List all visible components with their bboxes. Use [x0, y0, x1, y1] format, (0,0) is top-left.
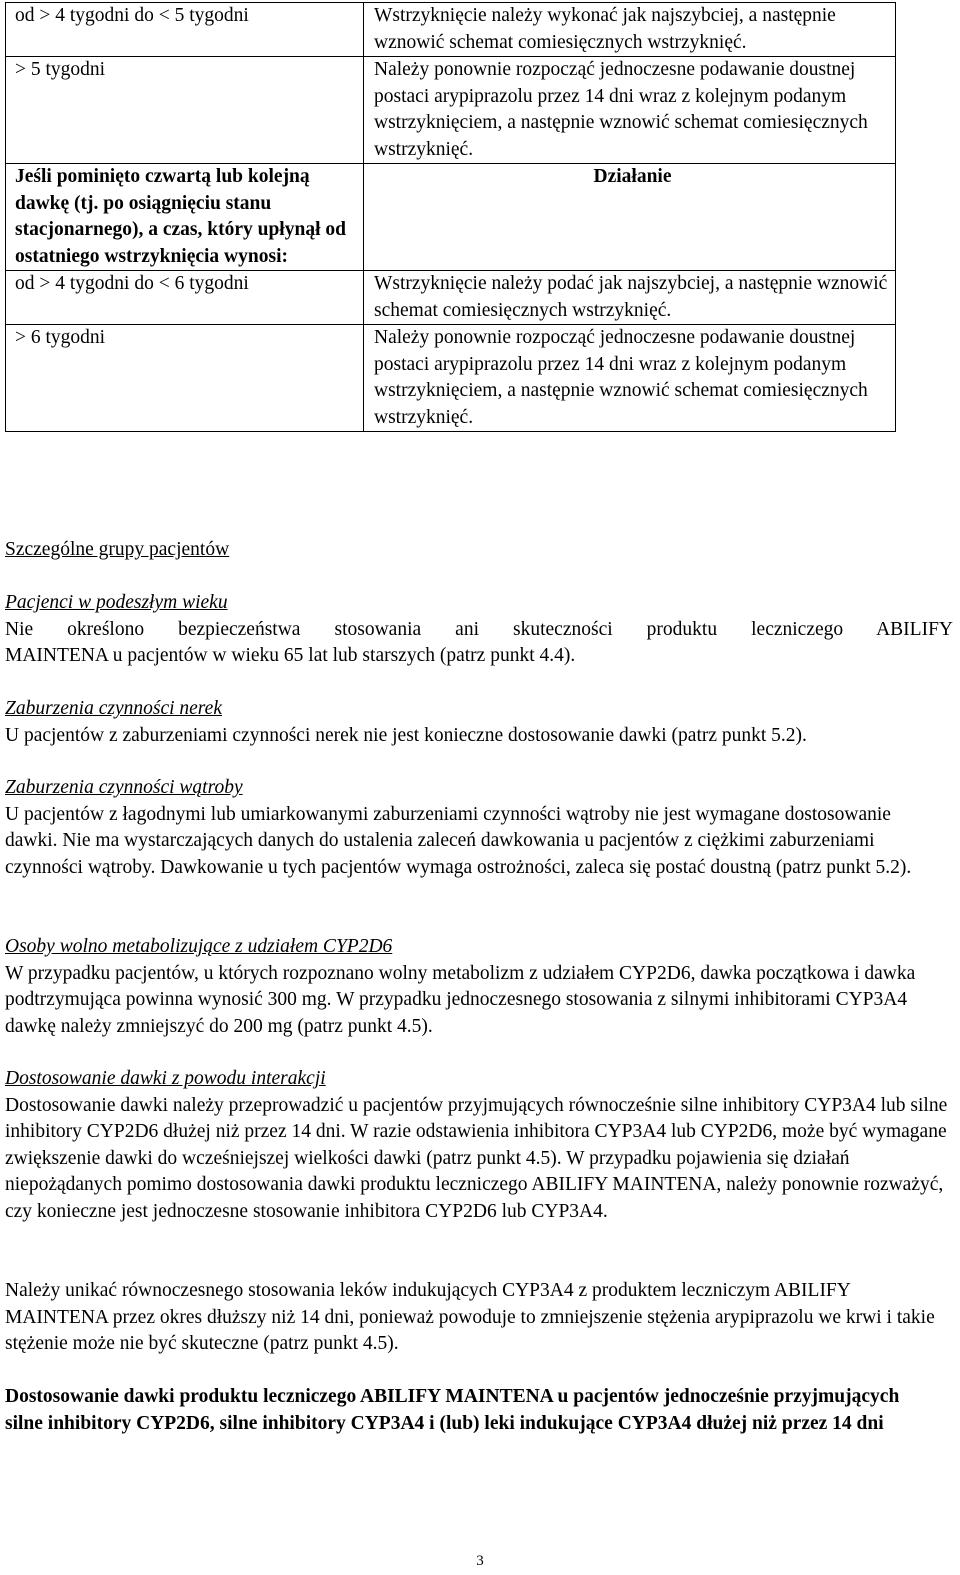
table-row — [6, 325, 896, 432]
interactions-text: Dostosowanie dawki należy przeprowadzić u pacjentów przyjmujących równocześnie silne inhibitory CYP3A4 lub silne inhibitory CYP2D6 dłużej niż przez 14 dni. W razie odstawienia inhibitora CYP3A4 lub CYP2D6, może być wymagane zwiększenie dawki do wcześniejszej wielkości dawki (patrz punkt 4.5). W przypadku pojawienia się działań niepożądanych pomimo dostosowania dawki produktu leczniczego ABILIFY MAINTENA, należy ponownie rozważyć, czy konieczne jest jednoczesne stosowanie inhibitora CYP2D6 lub CYP3A4. — [5, 1094, 948, 1222]
inducers-text: Należy unikać równoczesnego stosowania leków indukujących CYP3A4 z produktem leczniczym ABILIFY MAINTENA przez okres dłuższy niż 14 dni, ponieważ powoduje to zmniejszenie stężenia arypiprazolu we krwi i takie stężenie może nie być skuteczne (patrz punkt 4.5). — [5, 1280, 935, 1354]
table-row — [6, 3, 896, 57]
inducers-section — [5, 1278, 949, 1358]
interactions-title: Dostosowanie dawki z powodu interakcji — [5, 1068, 326, 1089]
hepatic-title: Zaburzenia czynności wątroby — [5, 777, 243, 798]
elderly-section — [5, 590, 953, 670]
table-cell-interval: > 5 tygodni — [6, 57, 364, 164]
table-row — [6, 271, 896, 325]
table-cell-action: Należy ponownie rozpocząć jednoczesne podawanie doustnej postaci arypiprazolu przez 14 dni wraz z kolejnym podanym wstrzyknięciem, a następnie wznowić schemat comiesięcznych wstrzyknięć. — [364, 325, 896, 432]
dose-adjustment-heading: Dostosowanie dawki produktu leczniczego ABILIFY MAINTENA u pacjentów jednocześnie przyjmujących silne inhibitory CYP2D6, silne inhibitory CYP3A4 i (lub) leki indukujące CYP3A4 dłużej niż przez 14 dni — [5, 1386, 900, 1434]
table-cell-interval: od > 4 tygodni do < 5 tygodni — [6, 3, 364, 57]
cyp2d6-text: W przypadku pacjentów, u których rozpoznano wolny metabolizm z udziałem CYP2D6, dawka początkowa i dawka podtrzymująca powinna wynosić 300 mg. W przypadku jednoczesnego stosowania z silnymi inhibitorami CYP3A4 dawkę należy zmniejszyć do 200 mg (patrz punkt 4.5). — [5, 962, 916, 1037]
table-header-interval: Jeśli pominięto czwartą lub kolejną dawkę (tj. po osiągnięciu stanu stacjonarnego), a czas, który upłynął od ostatniego wstrzyknięcia wynosi: — [6, 164, 364, 271]
renal-title: Zaburzenia czynności nerek — [5, 698, 222, 719]
cyp2d6-section — [5, 934, 940, 1040]
table-cell-action: Wstrzyknięcie należy podać jak najszybciej, a następnie wznowić schemat comiesięcznych wstrzyknięć. — [364, 271, 896, 325]
table-header-row — [6, 164, 896, 271]
bold-section-heading — [5, 1384, 940, 1437]
renal-text: U pacjentów z zaburzeniami czynności nerek nie jest konieczne dostosowanie dawki (patrz punkt 5.2). — [5, 724, 807, 746]
table-cell-action: Należy ponownie rozpocząć jednoczesne podawanie doustnej postaci arypiprazolu przez 14 dni wraz z kolejnym podanym wstrzyknięciem, a następnie wznowić schemat comiesięcznych wstrzyknięć. — [364, 57, 896, 164]
hepatic-section — [5, 775, 940, 881]
page-number: 3 — [476, 1553, 484, 1569]
table-cell-interval: od > 4 tygodni do < 6 tygodni — [6, 271, 364, 325]
special-groups-heading: Szczególne grupy pacjentów — [5, 539, 230, 560]
cyp2d6-title: Osoby wolno metabolizujące z udziałem CYP2D6 — [5, 936, 393, 957]
missed-dose-table — [5, 2, 896, 432]
table-header-action: Działanie — [364, 164, 896, 271]
table-cell-interval: > 6 tygodni — [6, 325, 364, 432]
elderly-text-line1: Nie określono bezpieczeństwa stosowania ani skuteczności produktu leczniczego ABILIFY — [5, 618, 953, 640]
renal-section — [5, 696, 953, 749]
elderly-title: Pacjenci w podeszłym wieku — [5, 592, 228, 613]
table-row — [6, 57, 896, 164]
hepatic-text: U pacjentów z łagodnymi lub umiarkowanymi zaburzeniami czynności wątroby nie jest wymagane dostosowanie dawki. Nie ma wystarczających danych do ustalenia zaleceń dawkowania u pacjentów z ciężkimi zaburzeniami czynności wątroby. Dawkowanie u tych pacjentów wymaga ostrożności, zaleca się postać doustną (patrz punkt 5.2). — [5, 803, 912, 878]
elderly-text-line2: MAINTENA u pacjentów w wieku 65 lat lub starszych (patrz punkt 4.4). — [5, 645, 576, 666]
table-cell-action: Wstrzyknięcie należy wykonać jak najszybciej, a następnie wznowić schemat comiesięcznych wstrzyknięć. — [364, 3, 896, 57]
interactions-section — [5, 1066, 949, 1225]
